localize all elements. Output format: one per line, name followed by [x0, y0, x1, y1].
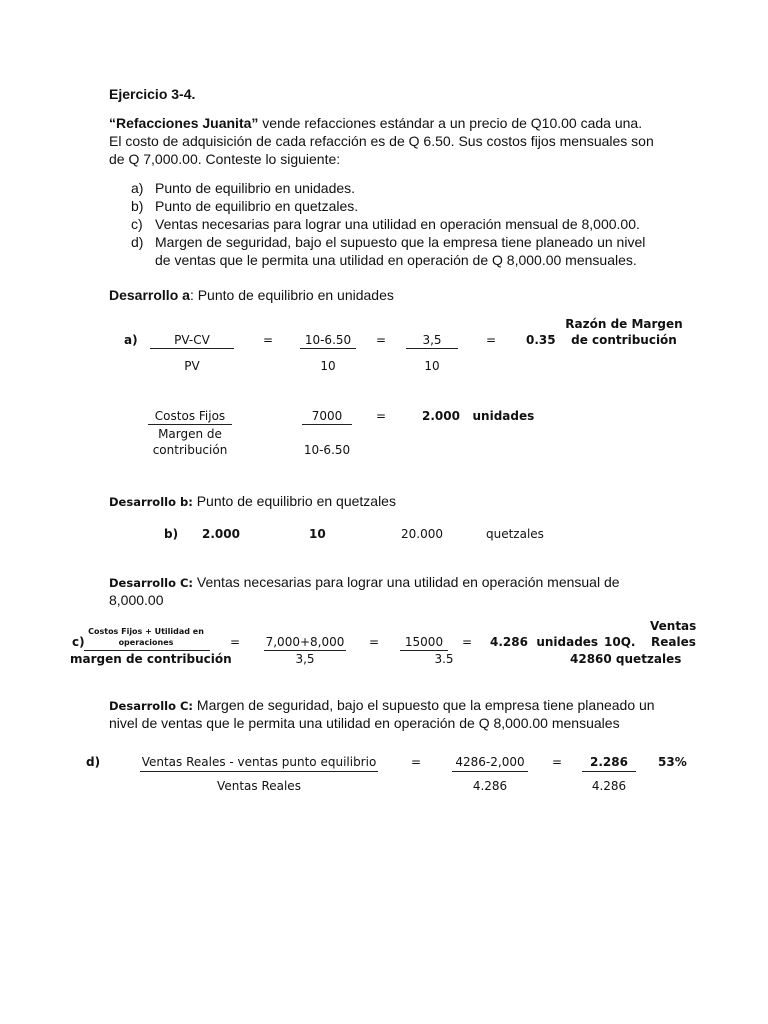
formula-d-label: d)	[86, 755, 101, 769]
formula-a-numerator-2: 10-6.50	[304, 333, 352, 347]
equals-sign: =	[411, 755, 422, 769]
contribution-margin-label-2: contribución	[152, 443, 228, 457]
formula-c-numerator-3: 15000	[404, 635, 444, 649]
contribution-margin-label-1: Margen de	[158, 427, 222, 441]
dev-d-heading-line-2: nivel de ventas que le permita una utilidad en operación de Q 8,000.00 mensuales	[109, 715, 620, 731]
fraction-line	[452, 771, 528, 772]
dev-a-heading: Desarrollo a: Punto de equilibrio en unidades	[109, 287, 394, 303]
formula-d-numerator-3: 2.286	[590, 755, 628, 769]
contribution-margin-value: 10-6.50	[303, 443, 351, 457]
formula-a-denominator-1: PV	[184, 359, 200, 373]
dev-b-heading: Desarrollo b: Punto de equilibrio en quetzales	[109, 493, 396, 509]
contribution-ratio-result: 0.35	[526, 333, 556, 347]
equals-sign: =	[263, 333, 274, 347]
required-units-result: 4.286 unidades	[490, 635, 599, 649]
formula-a-numerator-1: PV-CV	[174, 333, 210, 347]
exercise-title: Ejercicio 3-4.	[109, 86, 196, 102]
formula-c-label: c)	[72, 635, 85, 649]
fraction-line	[148, 424, 232, 425]
formula-d-denominator-2: 4.286	[472, 779, 508, 793]
fixed-costs-value: 7000	[311, 409, 343, 423]
fraction-line	[406, 348, 458, 349]
formula-d-numerator-1: Ventas Reales - ventas punto equilibrio	[141, 755, 377, 769]
ratio-label-line-2: de contribución	[571, 333, 677, 347]
formula-b-label: b)	[164, 527, 179, 541]
price-per-unit: 10Q.	[604, 635, 636, 649]
formula-c-numerator-line-1: Costos Fijos + Utilidad en	[88, 627, 204, 636]
equals-sign: =	[462, 635, 473, 649]
formula-a-numerator-3: 3,5	[422, 333, 442, 347]
fraction-line	[582, 771, 636, 772]
dev-c-heading-line-2: 8,000.00	[109, 592, 164, 608]
equals-sign: =	[486, 333, 497, 347]
equals-sign: =	[230, 635, 241, 649]
fraction-line	[264, 650, 346, 651]
equals-sign: =	[376, 409, 387, 423]
question-d-continued: de ventas que le permita una utilidad en operación de Q 8,000.00 mensuales.	[155, 252, 637, 268]
break-even-units: 2.000	[202, 527, 240, 541]
fraction-line	[400, 650, 448, 651]
fraction-line	[300, 348, 356, 349]
unit-price: 10	[309, 527, 326, 541]
intro-line-1	[109, 115, 642, 131]
required-sales-total: 42860 quetzales	[570, 652, 682, 666]
fixed-costs-label: Costos Fijos	[154, 409, 226, 423]
real-sales-label-1: Ventas	[650, 619, 697, 633]
real-sales-label-2: Reales	[651, 635, 696, 649]
formula-d-denominator-3: 4.286	[591, 779, 627, 793]
currency-label: quetzales	[486, 527, 544, 541]
dev-c-heading: Desarrollo C: Ventas necesarias para lograr una utilidad en operación mensual de	[109, 574, 620, 590]
formula-a-label: a)	[124, 333, 138, 347]
formula-a-denominator-2: 10	[320, 359, 336, 373]
formula-d-numerator-2: 4286-2,000	[455, 755, 525, 769]
company-name: “Refacciones Juanita”	[109, 115, 259, 131]
equals-sign: =	[376, 333, 387, 347]
break-even-amount: 20.000	[401, 527, 443, 541]
formula-c-denominator-2: 3,5	[295, 652, 315, 666]
ratio-label-line-1: Razón de Margen	[565, 317, 683, 331]
fraction-line	[140, 771, 378, 772]
intro-line-1-rest: vende refacciones estándar a un precio de Q10.00 cada una.	[258, 115, 643, 131]
formula-c-numerator-line-2: operaciones	[118, 638, 174, 647]
formula-c-numerator-2: 7,000+8,000	[265, 635, 345, 649]
formula-d-denominator-1: Ventas Reales	[217, 779, 301, 793]
intro-line-3: de Q 7,000.00. Conteste lo siguiente:	[109, 151, 341, 167]
formula-c-denominator-3: 3.5	[434, 652, 454, 666]
equals-sign: =	[552, 755, 563, 769]
formula-a-denominator-3: 10	[424, 359, 440, 373]
fraction-line	[84, 650, 210, 651]
safety-margin-percent: 53%	[658, 755, 687, 769]
fraction-line	[302, 424, 352, 425]
dev-d-heading: Desarrollo C: Margen de seguridad, bajo el supuesto que la empresa tiene planeado un	[109, 697, 655, 713]
equals-sign: =	[369, 635, 380, 649]
break-even-units-result: 2.000 unidades	[422, 409, 535, 423]
intro-line-2: El costo de adquisición de cada refacción es de Q 6.50. Sus costos fijos mensuales son	[109, 133, 654, 149]
formula-c-denominator: margen de contribución	[70, 652, 232, 666]
fraction-line	[150, 348, 234, 349]
